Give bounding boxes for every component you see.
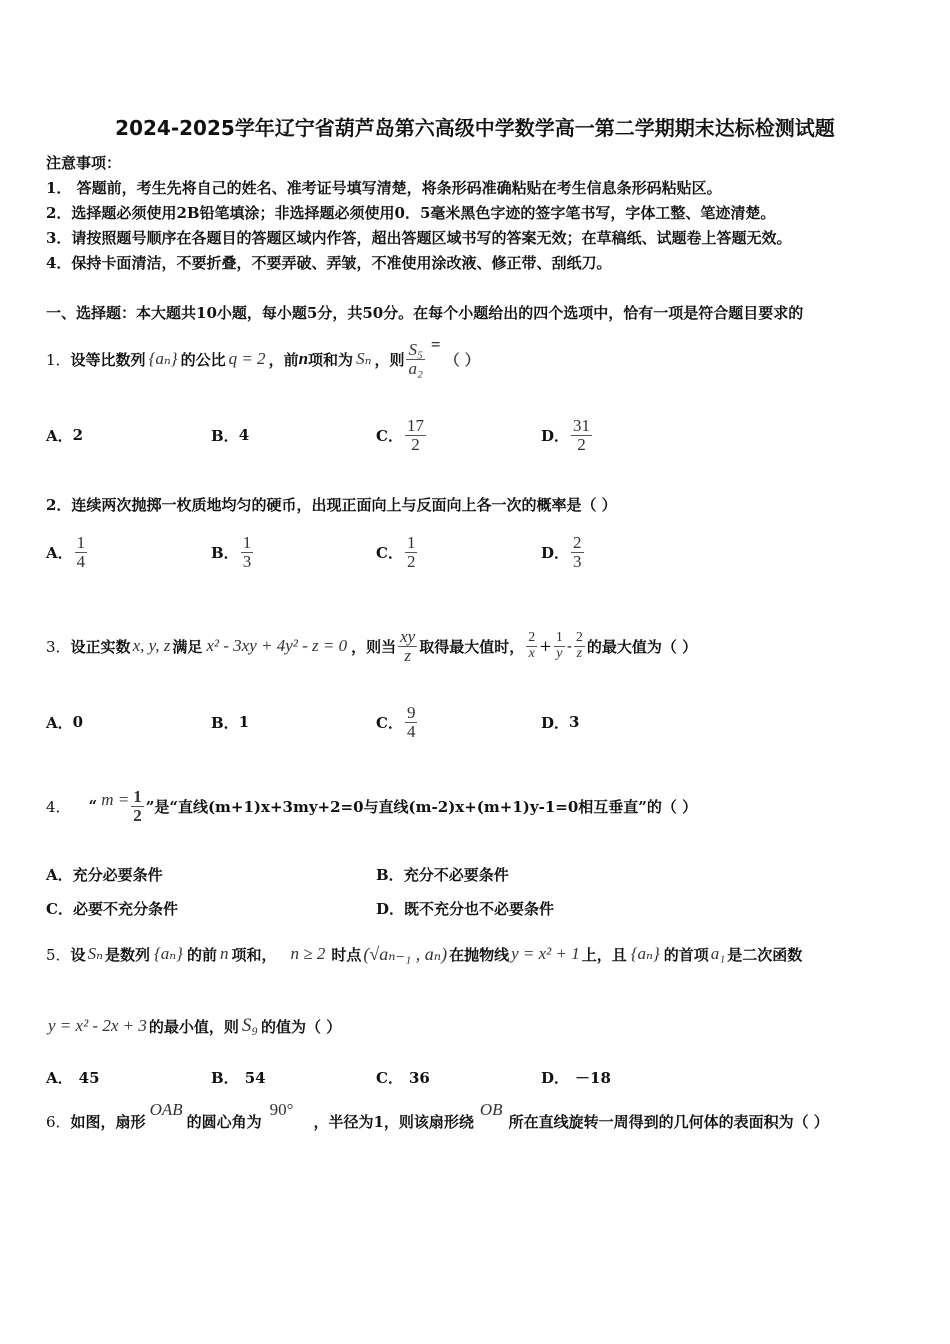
fraction: $\frac{1}{4}$ [76, 532, 86, 571]
fraction: $\frac{1}{2}$ [406, 532, 416, 571]
q1-option-c[interactable]: C． $\frac{17}{2}$ [376, 415, 424, 454]
fraction: $\frac{1}{y}$ [555, 629, 563, 661]
q5-option-a[interactable]: A． 45 [46, 1069, 100, 1087]
notice-heading: 注意事项： [46, 154, 122, 172]
q2-option-b[interactable]: B． $\frac{1}{3}$ [211, 532, 252, 571]
fraction: $\frac{xy}{z}$ [400, 626, 416, 665]
fraction: $\frac{2}{3}$ [573, 532, 582, 571]
q5-option-b[interactable]: B． 54 [211, 1069, 266, 1087]
page-title: 2024-2025学年辽宁省葫芦岛第六高级中学数学高一第二学期期末达标检测试题 [115, 116, 835, 140]
q1-option-d[interactable]: D． $\frac{31}{2}$ [541, 415, 591, 454]
q2-option-c[interactable]: C． $\frac{1}{2}$ [376, 532, 416, 571]
fraction: $\frac{31}{2}$ [573, 415, 591, 454]
question-6: 6． 如图，扇形 OAB 的圆心角为 90° ，半径为1，则该扇形绕 OB 所在直线旋转一周得到的几何体的表面积为（ ） [46, 1100, 829, 1131]
q4-option-d[interactable]: D．既不充分也不必要条件 [376, 900, 555, 918]
question-4: 4． “ m = $\frac{1}{2}$ ”是“直线(m+1)x+3my+2=0与直线(m-2)x+(m+1)y-1=0相互垂直”的（ ） [46, 786, 698, 825]
fraction: $\frac{17}{2}$ [406, 415, 424, 454]
q4-option-a[interactable]: A．充分必要条件 [46, 866, 163, 884]
fraction: $\frac{2}{x}$ [528, 629, 536, 661]
question-number: 1． [46, 350, 71, 369]
q2-option-d[interactable]: D． $\frac{2}{3}$ [541, 532, 582, 571]
question-3: 3． 设正实数 x, y, z 满足 x² - 3xy + 4y² - z = 0 ，则当 $\frac{xy}{z}$ 取得最大值时， $\frac{2}{x}$ + $\frac{1}{y}$ - $\frac{2}{z}$ 的最大值为（ ） [46, 626, 698, 665]
q1-option-b[interactable]: B． 4 [211, 426, 250, 445]
notice-item: 4．保持卡面清洁，不要折叠，不要弄破、弄皱，不准使用涂改液、修正带、刮纸刀。 [46, 254, 612, 272]
q3-option-b[interactable]: B． 1 [211, 713, 250, 732]
q5-option-d[interactable]: D． －18 [541, 1069, 611, 1087]
question-2: 2．连续两次抛掷一枚质地均匀的硬币，出现正面向上与反面向上各一次的概率是（ ） [46, 496, 617, 514]
q4-option-c[interactable]: C．必要不充分条件 [46, 900, 178, 918]
fraction: $\frac{1}{2}$ [133, 786, 142, 825]
section-heading: 一、选择题：本大题共10小题，每小题5分，共50分。在每个小题给出的四个选项中，恰有一项是符合题目要求的 [46, 304, 804, 322]
question-5: 5． 设 Sₙ 是数列 {aₙ} 的前 n 项和， n ≥ 2 时点 (√aₙ₋₁ , aₙ) 在抛物线 y = x² + 1 上，且 {aₙ} 的首项 a₁ 是二次函数 [46, 943, 803, 964]
notice-item: 1． 答题前，考生先将自己的姓名、准考证号填写清楚，将条形码准确粘贴在考生信息条形码粘贴区。 [46, 179, 722, 197]
q3-option-c[interactable]: C． $\frac{9}{4}$ [376, 702, 416, 741]
question-1: 1． 设等比数列 {aₙ} 的公比 q = 2 ，前 n 项和为 Sₙ ，则 $\frac{\text{S₅}}{\text{a₂}}$ = （ ） [46, 335, 480, 378]
fraction: $\frac{2}{z}$ [575, 629, 583, 661]
q3-option-d[interactable]: D． 3 [541, 713, 580, 732]
q4-option-b[interactable]: B．充分不必要条件 [376, 866, 509, 884]
fraction: $\frac{1}{3}$ [242, 532, 252, 571]
notice-item: 3．请按照题号顺序在各题目的答题区域内作答，超出答题区域书写的答案无效；在草稿纸、试题卷上答题无效。 [46, 229, 792, 247]
fraction: $\frac{9}{4}$ [406, 702, 416, 741]
fraction: $\frac{\text{S₅}}{\text{a₂}}$ [408, 339, 423, 378]
notice-item: 2．选择题必须使用2B铅笔填涂；非选择题必须使用0．5毫米黑色字迹的签字笔书写，字体工整、笔迹清楚。 [46, 204, 776, 222]
q2-option-a[interactable]: A． $\frac{1}{4}$ [46, 532, 86, 571]
q3-option-a[interactable]: A． 0 [46, 713, 84, 732]
q5-option-c[interactable]: C． 36 [376, 1069, 430, 1087]
question-5-cont: y = x² - 2x + 3 的最小值，则 S₉ 的值为（ ） [48, 1015, 342, 1036]
q1-option-a[interactable]: A． 2 [46, 426, 84, 445]
